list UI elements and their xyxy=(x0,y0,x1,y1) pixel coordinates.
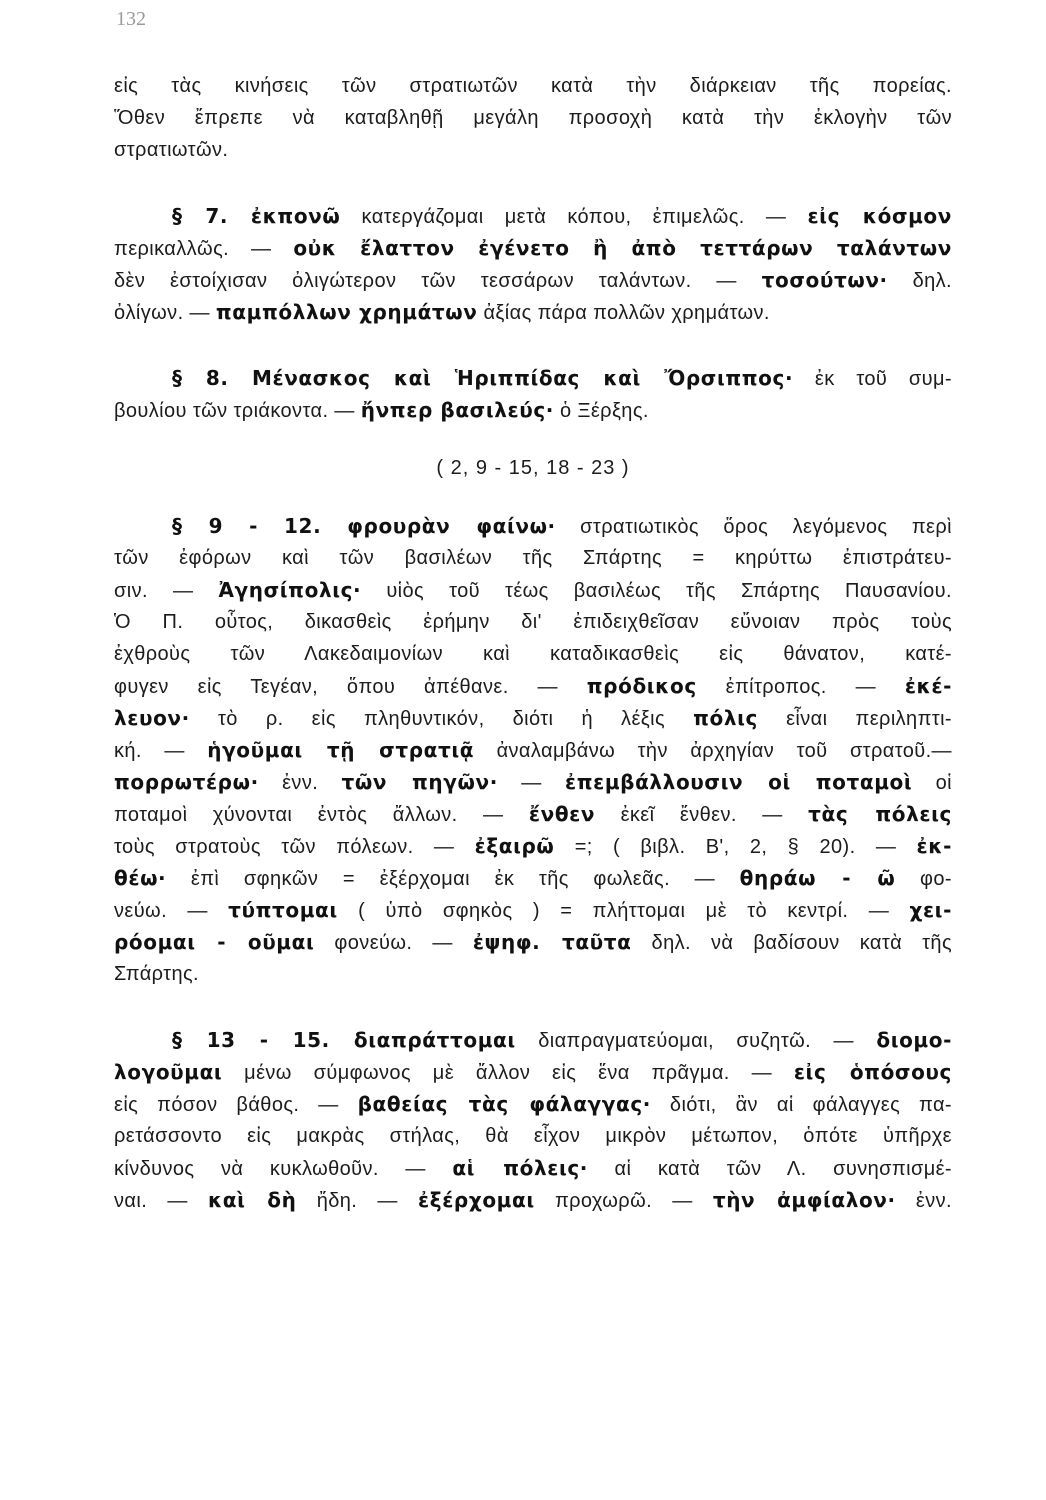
text-line xyxy=(114,542,952,574)
gloss-text: βουλίου τῶν τριάκοντα. — xyxy=(114,400,355,422)
line-text: στρατιωτῶν. xyxy=(114,139,229,161)
gloss-text: αἱ κατὰ τῶν Λ. συνησπισμέ- xyxy=(614,1158,952,1180)
gloss-text: φο- xyxy=(920,868,952,890)
lemma: ἤνπερ βασιλεύς· xyxy=(360,398,555,422)
gloss-text: κίνδυνος νὰ κυκλωθοῦν. — xyxy=(114,1158,426,1180)
gloss-text: τοὺς στρατοὺς τῶν πόλεων. — xyxy=(114,836,455,858)
line-text: εἰς τὰς κινήσεις τῶν στρατιωτῶν κατὰ τὴν διάρκειαν τῆς πορείας. xyxy=(114,75,952,97)
line-text: Ὅθεν ἔπρεπε νὰ καταβληθῇ μεγάλη προσοχὴ κατὰ τὴν ἐκλογὴν τῶν xyxy=(114,107,952,129)
gloss-text: ἐπίτροπος. — xyxy=(725,676,876,698)
gloss-text: Ὁ Π. οὗτος, δικασθεὶς ἐρήμην δι' ἐπιδειχθεῖσαν εὔνοιαν πρὸς τοὺς xyxy=(114,611,952,633)
lemma: καὶ δὴ xyxy=(207,1188,297,1212)
lemma: οὐκ ἔλαττον ἐγένετο ἢ ἀπὸ τεττάρων ταλάντων xyxy=(293,236,952,260)
gloss-text: σιν. — xyxy=(114,580,194,602)
lemma: ἐξαιρῶ xyxy=(474,834,555,858)
section-9-heading-line xyxy=(114,510,952,542)
lemma: Ἀγησίπολις· xyxy=(218,578,362,602)
text-line xyxy=(114,894,952,926)
lemma: λογοῦμαι xyxy=(114,1060,223,1084)
gloss-text: ὁ Ξέρξης. xyxy=(559,400,649,422)
lemma: πόλις xyxy=(693,706,758,730)
gloss-text: Σπάρτης. xyxy=(114,963,199,985)
text-line xyxy=(114,702,952,734)
lemma: ἐπεμβάλλουσιν οἱ ποταμοὶ xyxy=(564,770,913,794)
lemma: αἱ πόλεις· xyxy=(452,1156,589,1180)
text-line xyxy=(114,102,952,134)
lemma: διομο- xyxy=(876,1028,952,1052)
lemma: λευον· xyxy=(114,706,190,730)
section-8-heading-line xyxy=(114,362,952,394)
lemma: ἐξέρχομαι xyxy=(418,1188,535,1212)
gloss-text: διαπραγματεύομαι, συζητῶ. — xyxy=(538,1030,854,1052)
section-heading: § 7. ἐκπονῶ xyxy=(172,204,341,228)
gloss-text: ( ὑπὸ σφηκὸς ) = πλήττομαι μὲ τὸ κεντρί. — xyxy=(358,900,890,922)
lemma: παμπόλλων χρημάτων xyxy=(215,300,478,324)
lemma: πορρωτέρω· xyxy=(114,770,259,794)
gloss-text: νεύω. — xyxy=(114,900,208,922)
gloss-text: διότι, ἂν αἱ φάλαγγες πα- xyxy=(669,1094,952,1116)
lemma: ἐκέ- xyxy=(904,674,952,698)
lemma: τῶν πηγῶν· xyxy=(341,770,498,794)
gloss-text: ὀλίγων. — xyxy=(114,302,210,324)
section-heading: § 8. Μένασκος καὶ Ἡριππίδας καὶ Ὄρσιππος· xyxy=(172,366,794,390)
lemma: τὴν ἀμφίαλον· xyxy=(712,1188,896,1212)
text-line xyxy=(114,734,952,766)
text-line xyxy=(114,1184,952,1216)
gloss-text: ἐκεῖ ἔνθεν. — xyxy=(620,804,783,826)
lemma: ἐκ- xyxy=(916,834,952,858)
gloss-text: υἱὸς τοῦ τέως βασιλέως τῆς Σπάρτης Παυσανίου. xyxy=(386,580,952,602)
section-reference xyxy=(114,452,952,484)
text-line xyxy=(114,264,952,296)
gloss-text: δηλ. νὰ βαδίσουν κατὰ τῆς xyxy=(651,932,952,954)
gloss-text: ἐπὶ σφηκῶν = ἐξέρχομαι ἐκ τῆς φωλεᾶς. — xyxy=(190,868,716,890)
gloss-text: ἐκ τοῦ συμ- xyxy=(814,368,952,390)
page-number: 132 xyxy=(116,8,146,30)
gloss-text: φονεύω. — xyxy=(334,932,453,954)
gloss-text: ἐνν. xyxy=(915,1190,952,1212)
lemma: χει- xyxy=(909,898,952,922)
gloss-text: ἐνν. xyxy=(282,772,319,794)
gloss-text: εἶναι περιληπτι- xyxy=(786,708,952,730)
gloss-text: δὲν ἐστοίχισαν ὀλιγώτερον τῶν τεσσάρων ταλάντων. — xyxy=(114,270,737,292)
lemma: εἰς ὁπόσους xyxy=(793,1060,952,1084)
gloss-text: τῶν ἐφόρων καὶ τῶν βασιλέων τῆς Σπάρτης = κηρύττω ἐπιστράτευ- xyxy=(114,547,952,569)
gloss-text: ἀναλαμβάνω τὴν ἀρχηγίαν τοῦ στρατοῦ.— xyxy=(496,740,952,762)
text-line xyxy=(114,1120,952,1152)
text-line xyxy=(114,1088,952,1120)
lemma: τύπτομαι xyxy=(228,898,338,922)
gloss-text: τὸ ρ. εἰς πληθυντικόν, διότι ἡ λέξις xyxy=(217,708,666,730)
text-line xyxy=(114,638,952,670)
text-line xyxy=(114,798,952,830)
gloss-text: στρατιωτικὸς ὅρος λεγόμενος περὶ xyxy=(580,516,952,538)
text-line xyxy=(114,606,952,638)
gloss-text: περικαλλῶς. — xyxy=(114,238,272,260)
gloss-text: εἰς πόσον βάθος. — xyxy=(114,1094,339,1116)
text-line xyxy=(114,574,952,606)
text-line xyxy=(114,926,952,958)
lemma: ρόομαι - οῦμαι xyxy=(114,930,315,954)
gloss-text: ρετάσσοντο εἰς μακρὰς στήλας, θὰ εἶχον μικρὸν μέτωπον, ὁπότε ὑπῆρχε xyxy=(114,1125,952,1147)
text-line xyxy=(114,1056,952,1088)
gloss-text: ἤδη. — xyxy=(316,1190,398,1212)
gloss-text: ποταμοὶ χύνονται ἐντὸς ἄλλων. — xyxy=(114,804,504,826)
gloss-text: κατεργάζομαι μετὰ κόπου, ἐπιμελῶς. — xyxy=(361,206,787,228)
page-text xyxy=(114,70,952,1216)
lemma: τὰς πόλεις xyxy=(808,802,952,826)
lemma: ἡγοῦμαι τῇ στρατιᾷ xyxy=(207,738,475,762)
text-line xyxy=(114,958,952,990)
lemma: εἰς κόσμον xyxy=(807,204,952,228)
text-line xyxy=(114,70,952,102)
lemma: πρόδικος xyxy=(586,674,697,698)
text-line xyxy=(114,670,952,702)
text-line xyxy=(114,830,952,862)
lemma: ἐψηφ. ταῦτα xyxy=(472,930,632,954)
text-line xyxy=(114,1152,952,1184)
gloss-text: μένω σύμφωνος μὲ ἄλλον εἰς ἕνα πρᾶγμα. — xyxy=(244,1062,772,1084)
gloss-text: προχωρῶ. — xyxy=(554,1190,693,1212)
gloss-text: — xyxy=(521,772,542,794)
section-heading: § 13 - 15. διαπράττομαι xyxy=(172,1028,516,1052)
gloss-text: οἱ xyxy=(935,772,952,794)
text-line xyxy=(114,296,952,328)
gloss-text: ἀξίας πάρα πολλῶν χρημάτων. xyxy=(483,302,770,324)
gloss-text: κή. — xyxy=(114,740,185,762)
gloss-text: =; ( βιβλ. Β', 2, § 20). — xyxy=(574,836,897,858)
text-line xyxy=(114,766,952,798)
text-line xyxy=(114,862,952,894)
reference-text: ( 2, 9 - 15, 18 - 23 ) xyxy=(436,457,630,479)
text-line xyxy=(114,134,952,166)
section-13-heading-line xyxy=(114,1024,952,1056)
gloss-text: ναι. — xyxy=(114,1190,188,1212)
gloss-text: δηλ. xyxy=(912,270,952,292)
lemma: βαθείας τὰς φάλαγγας· xyxy=(357,1092,651,1116)
section-heading: § 9 - 12. φρουρὰν φαίνω· xyxy=(172,514,556,538)
gloss-text: φυγεν εἰς Τεγέαν, ὅπου ἀπέθανε. — xyxy=(114,676,558,698)
gloss-text: ἐχθροὺς τῶν Λακεδαιμονίων καὶ καταδικασθεὶς εἰς θάνατον, κατέ- xyxy=(114,643,952,665)
lemma: θέω· xyxy=(114,866,167,890)
lemma: θηράω - ῶ xyxy=(739,866,896,890)
text-line xyxy=(114,394,952,426)
section-7-heading-line xyxy=(114,200,952,232)
text-line xyxy=(114,232,952,264)
lemma: τοσούτων· xyxy=(761,268,888,292)
lemma: ἔνθεν xyxy=(528,802,596,826)
